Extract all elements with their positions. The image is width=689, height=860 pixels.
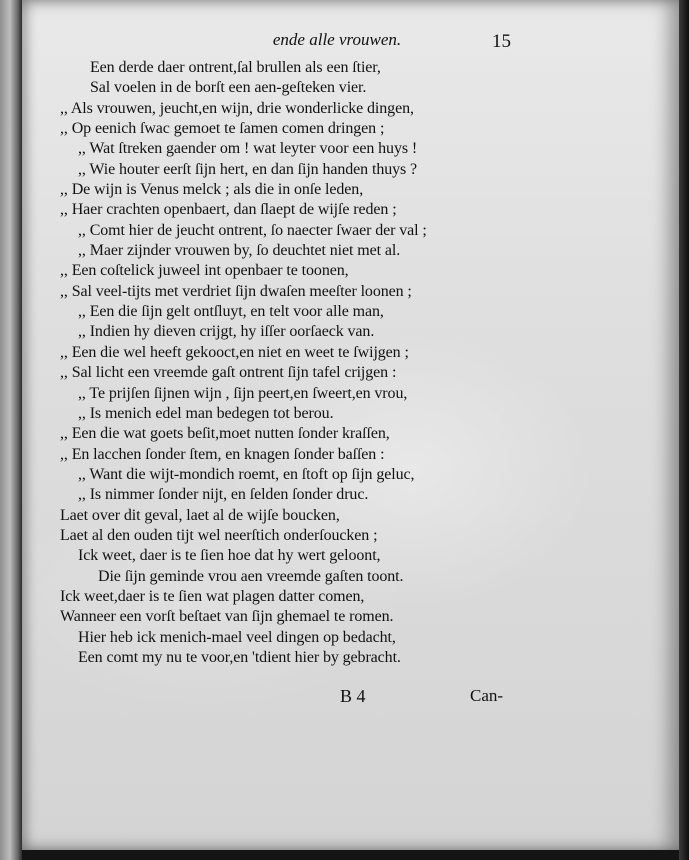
verse-line: ,, En lacchen ſonder ſtem, en knagen ſonder baſſen :: [60, 445, 385, 463]
catchword: Can-: [470, 686, 504, 705]
verse-line: ,, Een die wat goets beſit,moet nutten ſonder kraſſen,: [60, 425, 390, 443]
verse-line: Ick weet, daer is te ſien hoe dat hy wert geloont,: [78, 547, 381, 565]
signature-mark: B 4: [340, 686, 366, 706]
poem-text-block: [60, 58, 520, 668]
verse-line: ,, Is menich edel man bedegen tot berou.: [78, 404, 334, 422]
verse-line: ,, Wat ſtreken gaender om ! wat leyter voor een huys !: [78, 140, 418, 158]
verse-line: ,, Is nimmer ſonder nijt, en ſelden ſonder druc.: [78, 486, 369, 504]
verse-line: Hier heb ick menich-mael veel dingen op bedacht,: [78, 628, 396, 646]
running-head: ende alle vrouwen.: [272, 30, 402, 49]
verse-line: Wanneer een vorſt beſtaet van ſijn ghemael te romen.: [60, 608, 394, 626]
verse-line: ,, Te prijſen ſijnen wijn , ſijn peert,en ſweert,en vrou,: [78, 384, 408, 402]
verse-line: Een comt my nu te voor,en 'tdient hier by gebracht.: [78, 648, 401, 666]
verse-line: ,, Indien hy dieven crijgt, hy iſſer oorſaeck van.: [78, 323, 375, 341]
printed-page: [22, 0, 679, 850]
verse-line: ,, Sal licht een vreemde gaſt ontrent ſijn tafel crijgen :: [60, 364, 397, 382]
verse-line: Laet over dit geval, laet al de wijſe boucken,: [60, 506, 340, 524]
page-shadow-edge: [679, 0, 689, 860]
verse-line: ,, Want die wijt-mondich roemt, en ſtoft op ſijn geluc,: [78, 465, 415, 483]
verse-line: ,, Comt hier de jeucht ontrent, ſo naecter ſwaer der val ;: [78, 221, 427, 239]
verse-line: Sal voelen in de borſt een aen-geſteken vier.: [90, 79, 367, 97]
verse-line: Die ſijn geminde vrou aen vreemde gaſten toont.: [98, 567, 404, 585]
verse-line: ,, Als vrouwen, jeucht,en wijn, drie wonderlicke dingen,: [60, 99, 414, 117]
verse-line: ,, Maer zijnder vrouwen by, ſo deuchtet niet met al.: [78, 242, 401, 260]
page-number: 15: [492, 31, 511, 52]
verse-line: ,, Een die wel heeft gekooct,en niet en weet te ſwijgen ;: [60, 343, 409, 361]
verse-line: Laet al den ouden tijt wel neerſtich onderſoucken ;: [60, 526, 378, 544]
verse-line: ,, Haer crachten openbaert, dan ſlaept de wijſe reden ;: [60, 201, 397, 219]
verse-line: ,, Sal veel-tijts met verdriet ſijn dwaſen meeſter loonen ;: [60, 282, 412, 300]
verse-line: Ick weet,daer is te ſien wat plagen datter comen,: [60, 587, 365, 605]
verse-line: ,, Een die ſijn gelt ontſluyt, en telt voor alle man,: [78, 303, 384, 321]
verse-line: ,, De wijn is Venus melck ; als die in onſe leden,: [60, 181, 364, 199]
verse-line: ,, Een coſtelick juweel int openbaer te toonen,: [60, 262, 349, 280]
verse-line: Een derde daer ontrent,ſal brullen als een ſtier,: [90, 59, 381, 76]
verse-line: ,, Wie houter eerſt ſijn hert, en dan ſijn handen thuys ?: [78, 160, 418, 178]
verse-line: ,, Op eenich ſwac gemoet te ſamen comen dringen ;: [60, 120, 385, 138]
facing-page-edge: [0, 0, 22, 860]
